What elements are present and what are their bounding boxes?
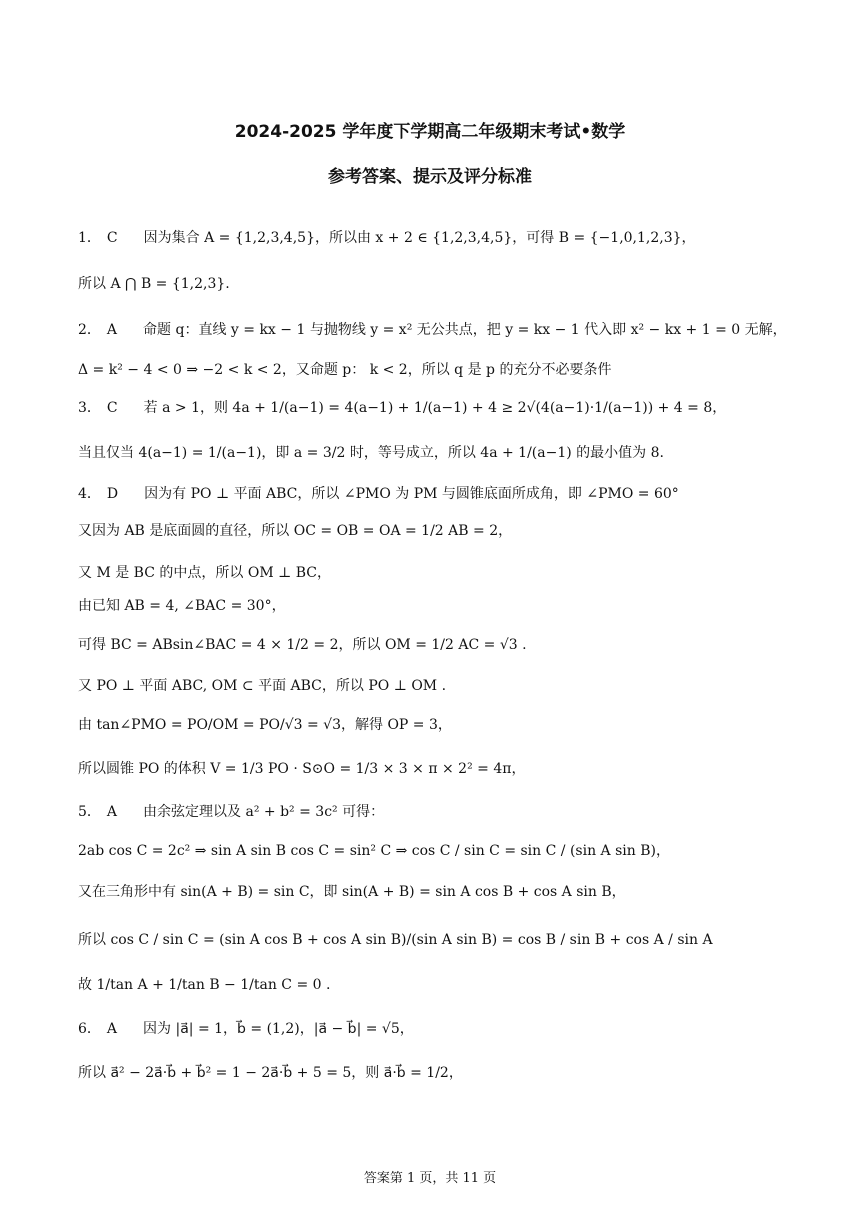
q6-answer: A [106,1021,118,1037]
q4-line-4: 由已知 AB = 4, ∠BAC = 30°， [78,598,286,614]
q5-line-2: 2ab cos C = 2c² ⇒ sin A sin B cos C = sin² C ⇒ cos C / sin C = sin C / (sin A sin B)， [78,843,670,859]
q5-line-1: 5． A 由余弦定理以及 a² + b² = 3c² 可得： [78,804,385,820]
q2-line-1: 2． A 命题 q：直线 y = kx − 1 与抛物线 y = x² 无公共点，把 y = kx − 1 代入即 x² − kx + 1 = 0 无解， [78,322,787,338]
q5-line-3: 又在三角形中有 sin(A + B) = sin C，即 sin(A + B) = sin A cos B + cos A sin B， [78,884,626,900]
q4-line-8: 所以圆锥 PO 的体积 V = 1/3 PO · S⊙O = 1/3 × 3 × π × 2² = 4π， [78,761,526,777]
q4-line-5: 可得 BC = ABsin∠BAC = 4 × 1/2 = 2，所以 OM = 1/2 AC = √3 . [78,637,527,653]
q6-line-2: 所以 a⃗² − 2a⃗·b⃗ + b⃗² = 1 − 2a⃗·b⃗ + 5 = 5，则 a⃗·b⃗ = 1/2， [78,1065,463,1081]
q5-line-5: 故 1/tan A + 1/tan B − 1/tan C = 0 . [78,977,331,993]
q4-answer: D [106,486,119,502]
q6-line-1: 6． A 因为 |a⃗| = 1，b⃗ = (1,2)，|a⃗ − b⃗| = √5， [78,1021,414,1037]
q2-line-2: Δ = k² − 4 < 0 ⇒ −2 < k < 2，又命题 p： k < 2，所以 q 是 p 的充分不必要条件 [78,362,612,378]
q5-line-4: 所以 cos C / sin C = (sin A cos B + cos A sin B)/(sin A sin B) = cos B / sin B + cos A / sin A [78,932,713,948]
page-title: 2024-2025 学年度下学期高二年级期末考试•数学 [234,122,626,142]
q4-line-6: 又 PO ⊥ 平面 ABC, OM ⊂ 平面 ABC，所以 PO ⊥ OM . [78,678,447,694]
q3-line-1: 3． C 若 a > 1，则 4a + 1/(a−1) = 4(a−1) + 1/(a−1) + 4 ≥ 2√(4(a−1)·1/(a−1)) + 4 = 8， [78,400,727,416]
q3-line-2: 当且仅当 4(a−1) = 1/(a−1)，即 a = 3/2 时，等号成立，所以 4a + 1/(a−1) 的最小值为 8. [78,445,664,461]
page-footer: 答案第 1 页，共 11 页 [363,1171,497,1186]
q3-answer: C [106,400,118,416]
q5-answer: A [106,804,118,820]
q4-line-1: 4． D 因为有 PO ⊥ 平面 ABC，所以 ∠PMO 为 PM 与圆锥底面所成角，即 ∠PMO = 60° [78,486,679,502]
q4-line-3: 又 M 是 BC 的中点，所以 OM ⊥ BC， [78,565,331,581]
page-subtitle: 参考答案、提示及评分标准 [328,167,532,187]
q4-line-7: 由 tan∠PMO = PO/OM = PO/√3 = √3，解得 OP = 3， [78,717,452,733]
q1-line-2: 所以 A ⋂ B = {1,2,3}. [78,276,230,292]
q4-line-2: 又因为 AB 是底面圆的直径，所以 OC = OB = OA = 1/2 AB = 2， [78,523,513,539]
q1-line-1: 1． C 因为集合 A = {1,2,3,4,5}，所以由 x + 2 ∈ {1,2,3,4,5}，可得 B = {−1,0,1,2,3}， [78,230,696,246]
q1-answer: C [106,230,118,246]
q2-answer: A [106,322,118,338]
